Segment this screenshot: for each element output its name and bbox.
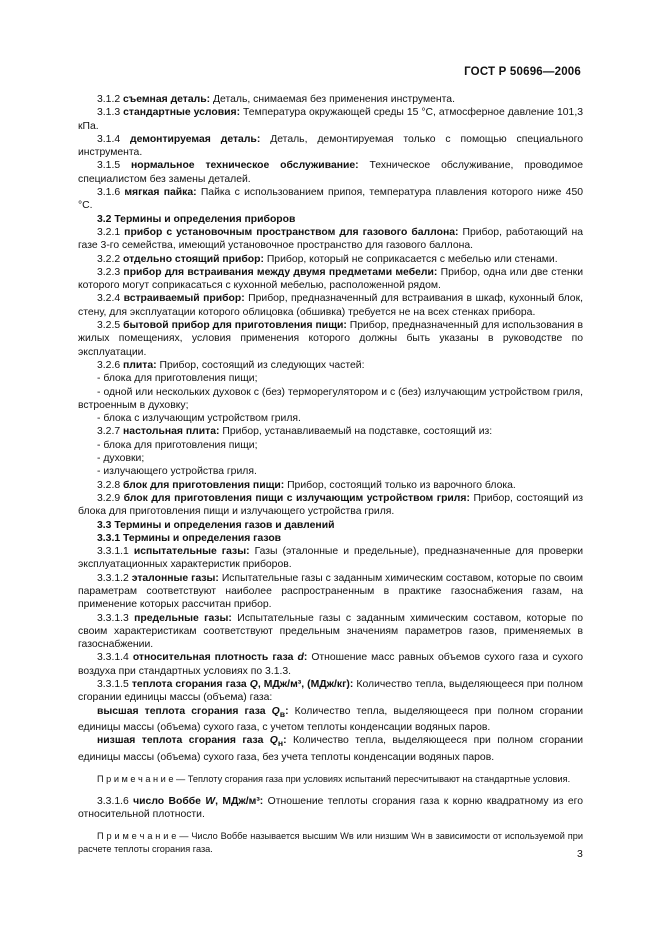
defined-term [131,160,359,171]
definition-paragraph [78,572,583,612]
definition-paragraph [78,159,583,186]
definition-paragraph [78,651,583,678]
list-item-text: - духовки; [97,453,145,465]
defined-term [124,187,196,198]
defined-term [124,493,470,504]
term-symbol: Q [249,679,258,691]
definition-paragraph [78,106,583,133]
clause-number: 3.3.1.5 [97,679,129,691]
definition-text: Прибор, состоящий только из варочного блока. [287,479,516,491]
term-subscript: в [279,708,286,719]
definition-text: Прибор, предназначенный для использования в жилых помещениях, условия применения которого должны быть указаны в руководстве по эксплуатации. [78,320,584,358]
term-text: высшая теплота сгорания газа [97,705,266,717]
document-body [78,93,583,855]
definition-text: Количество тепла, выделяющееся при полном сгорании единицы массы (объема) сухого газа, без учета теплоты конденсации водяных паров. [78,735,583,763]
definition-text: Пайка с использованием припоя, температура плавления которого ниже 450 °С. [78,187,584,212]
term-suffix: , МДж/м³, (МДж/кг): [257,679,354,691]
list-item [78,412,583,425]
term-suffix: : [285,705,289,717]
term-text: съемная деталь: [123,94,211,105]
clause-number: 3.2.5 [97,320,121,332]
term-text: прибор с установочным пространством для газового баллона: [124,226,459,238]
list-item-text: - блока с излучающим устройством гриля. [97,413,301,425]
term-text: нормальное техническое обслуживание: [131,160,359,172]
defined-term [132,679,354,690]
definition-paragraph [78,612,583,652]
clause-number: 3.2.1 [97,226,121,238]
list-item [78,372,583,385]
list-item-text: - одной или нескольких духовок с (без) терморегулятором и с (без) излучающим устройством гриля, встроенным в духовку; [78,386,583,411]
note [78,830,583,855]
clause-number: 3.1.5 [97,160,121,172]
clause-number: 3.3.1.6 [97,795,129,807]
term-text: настольная плита: [123,426,220,438]
list-item [78,465,583,478]
term-text: блок для приготовления пищи с излучающим устройством гриля: [123,492,470,504]
definition-text: Испытательные газы с заданным химическим составом, которые по своим параметрам соответствуют наиболее распространенным в практике газоснабжения газам, на применение которых рассчитан прибор. [78,572,583,611]
term-symbol: Q [271,705,280,717]
definition-text: Прибор, устанавливаемый на подставке, состоящий из: [222,426,493,438]
term-text: низшая теплота сгорания газа [97,735,264,747]
clause-number: 3.3.1.2 [97,572,129,584]
definition-paragraph [78,226,583,253]
defined-term [123,94,210,105]
defined-term [123,360,157,371]
term-text: встраиваемый прибор: [123,293,245,305]
term-suffix: , МДж/м³: [215,795,264,807]
definition-text: Отношение теплоты сгорания газа к корню квадратному из его относительной плотности. [78,795,583,820]
defined-term [123,426,219,437]
definition-paragraph [78,319,583,359]
clause-number: 3.2.3 [97,266,121,278]
defined-term [133,796,263,807]
clause-number: 3.2.8 [97,479,121,491]
definition-text: Прибор, работающий на газе 3-го семейства, имеющий установочное пространство для газового баллона. [78,226,583,252]
term-text: относительная плотность газа [132,652,294,664]
page-number: 3 [577,848,583,860]
term-symbol: d [297,652,304,664]
defined-term [134,546,250,557]
clause-number: 3.1.6 [97,187,121,199]
definition-text: Температура окружающей среды 15 °С, атмосферное давление 101,3 кПа. [78,107,583,132]
term-symbol: W [205,795,216,807]
list-item [78,386,583,413]
term-text: плита: [123,359,157,371]
defined-term [97,706,289,717]
definition-text: Отношение масс равных объемов сухого газа и сухого воздуха при стандартных условиях по 3.1.3. [78,652,584,677]
definition-paragraph [78,266,583,293]
clause-number: 3.1.2 [97,94,121,105]
clause-number: 3.2.2 [97,253,121,265]
term-text: демонтируемая деталь: [130,133,261,145]
term-text: отдельно стоящий прибор: [123,253,264,265]
list-item-text: - блока для приготовления пищи; [97,373,258,385]
section-heading-text: 3.2 Термины и определения приборов [97,213,296,225]
definition-paragraph [78,292,583,319]
defined-term [123,254,264,265]
clause-number: 3.3.1.3 [97,612,129,624]
defined-term [133,652,307,663]
list-item-text: - блока для приготовления пищи; [97,439,258,451]
defined-term [124,227,458,238]
term-text: бытовой прибор для приготовления пищи: [123,320,347,332]
defined-term [123,480,284,491]
term-text: теплота сгорания газа [131,679,247,691]
definition-text: Количество тепла, выделяющееся при полном сгорании единицы массы (объема) сухого газа, с учетом теплоты конденсации водяных паров. [78,705,583,734]
definition-paragraph [78,133,583,160]
term-suffix: : [283,735,287,747]
note-text: П р и м е ч а н и е — Теплоту сгорания газа при условиях испытаний пересчитывают на стандартные условия. [97,774,571,784]
term-symbol: Q [269,735,278,747]
clause-number: 3.2.9 [97,492,121,504]
term-text: стандартные условия: [123,107,241,119]
defined-term [123,320,347,331]
note [78,773,583,786]
definition-text: Испытательные газы с заданным химическим составом, которые по своим характеристикам соответствуют предельным значениям параметров газов, применяемых в газоснабжении. [78,612,584,651]
definition-text: Прибор, состоящий из блока для приготовления пищи и излучающего устройства гриля. [78,492,583,518]
note-text: П р и м е ч а н и е — Число Воббе называется высшим Wв или низшим Wн в зависимости от используемой при расчете теплоты сгорания газа. [78,831,583,854]
term-text: прибор для встраивания между двумя предметами мебели: [123,266,438,278]
definition-paragraph [78,359,583,372]
definition-paragraph [78,253,583,266]
defined-term [130,134,260,145]
term-text: испытательные газы: [133,546,250,558]
defined-term [97,735,287,749]
term-subscript: н [277,738,284,749]
definition-paragraph [78,186,583,213]
definition-paragraph [78,93,583,106]
definition-paragraph [78,705,583,735]
clause-number: 3.2.4 [97,293,121,305]
definition-paragraph [78,479,583,492]
section-heading-text: 3.3 Термины и определения газов и давлений [97,519,335,531]
definition-paragraph [78,545,583,572]
term-text: число Воббе [133,795,201,807]
term-text: блок для приготовления пищи: [123,479,285,491]
definition-paragraph [78,492,583,519]
definition-paragraph [78,678,583,705]
term-text: эталонные газы: [131,572,219,584]
term-suffix: : [303,652,308,664]
defined-term [123,267,437,278]
definition-text: Количество тепла, выделяющееся при полном сгорании единицы массы (объема) газа: [78,679,584,704]
section-heading-text: 3.3.1 Термины и определения газов [97,532,282,544]
list-item [78,439,583,452]
clause-number: 3.1.3 [97,107,121,119]
definition-text: Прибор, одна или две стенки которого могут соприкасаться с кухонной мебелью, расположенной рядом. [78,266,584,292]
section-heading [78,213,583,226]
definition-text: Газы (эталонные и предельные), предназначенные для проверки эксплуатационных характеристик приборов. [78,546,584,571]
defined-term [123,107,240,118]
term-text: предельные газы: [134,612,232,624]
clause-number: 3.1.4 [97,133,121,145]
list-item-text: - излучающего устройства гриля. [97,466,257,478]
clause-number: 3.3.1.4 [97,652,129,664]
definition-paragraph [78,734,583,764]
clause-number: 3.2.7 [97,426,121,438]
defined-term [134,613,232,624]
clause-number: 3.2.6 [97,359,121,371]
definition-paragraph [78,425,583,438]
section-heading [78,519,583,532]
defined-term [132,573,219,584]
term-text: мягкая пайка: [124,187,197,199]
standard-code-header: ГОСТ Р 50696—2006 [464,66,581,78]
definition-text: Прибор, состоящий из следующих частей: [159,359,365,371]
definition-text: Прибор, предназначенный для встраивания в шкаф, кухонный блок, стену, для эксплуатации которого облицовка (обшивка) требуется не на всех стенках прибора. [78,293,583,318]
defined-term [124,293,245,304]
definition-text: Прибор, который не соприкасается с мебелью или стенами. [266,253,558,265]
list-item [78,452,583,465]
clause-number: 3.3.1.1 [97,546,129,558]
definition-paragraph [78,795,583,822]
definition-text: Деталь, демонтируемая только с помощью специального инструмента. [78,133,583,159]
definition-text: Техническое обслуживание, проводимое специалистом без замены деталей. [78,160,583,185]
section-heading [78,532,583,545]
definition-text: Деталь, снимаемая без применения инструмента. [213,94,455,105]
